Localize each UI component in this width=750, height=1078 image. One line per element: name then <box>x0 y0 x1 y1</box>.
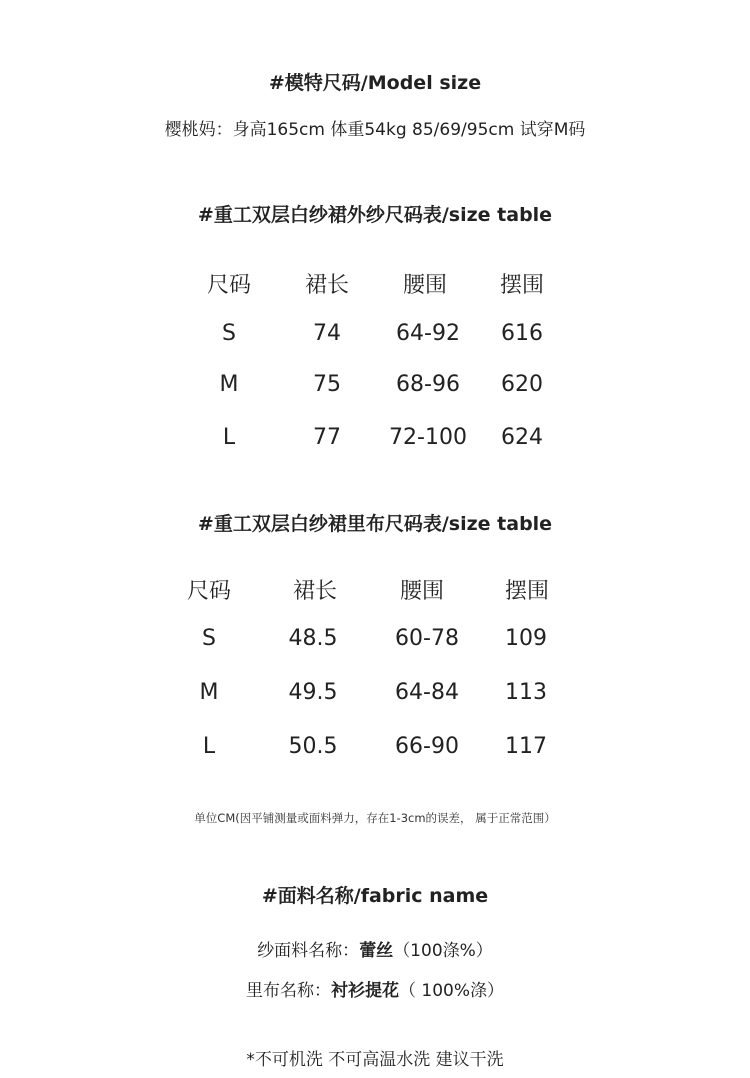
table-cell: 64-84 <box>395 680 459 705</box>
table-cell: 68-96 <box>396 372 460 397</box>
lining-fabric-label: 里布名称： <box>245 981 331 1001</box>
model-info: 樱桃妈：身高165cm 体重54kg 85/69/95cm 试穿M码 <box>164 120 586 140</box>
table-header: 裙长 <box>292 579 337 604</box>
table-cell: 72-100 <box>389 425 467 450</box>
outer-fabric-line <box>0 936 750 961</box>
table-cell: S <box>202 626 216 651</box>
table-cell: 60-78 <box>395 626 459 651</box>
lining-fabric-name: 衬衫提花 <box>330 981 399 1001</box>
table-cell: 48.5 <box>288 626 338 651</box>
model-size-title: #模特尺码/Model size <box>268 72 482 94</box>
table-header: 尺码 <box>186 579 231 604</box>
table-cell: M <box>199 680 219 705</box>
table-cell: 50.5 <box>288 734 338 759</box>
table-cell: 66-90 <box>395 734 459 759</box>
outer-size-table-title: #重工双层白纱裙外纱尺码表/size table <box>197 204 553 226</box>
lining-size-table-title: #重工双层白纱裙里布尺码表/size table <box>197 513 553 535</box>
outer-fabric-name: 蕾丝 <box>359 941 394 961</box>
table-cell: 49.5 <box>288 680 338 705</box>
table-cell: L <box>202 734 216 759</box>
table-cell: 624 <box>501 425 543 450</box>
table-cell: 74 <box>313 321 341 346</box>
table-header: 裙长 <box>304 273 349 298</box>
lining-fabric-composition: （ 100%涤） <box>398 981 504 1001</box>
table-header: 摆围 <box>499 273 544 298</box>
table-cell: L <box>222 425 236 450</box>
care-instructions: *不可机洗 不可高温水洗 建议干洗 <box>246 1050 504 1070</box>
table-cell: 75 <box>313 372 341 397</box>
table-header: 尺码 <box>206 273 251 298</box>
table-cell: 77 <box>313 425 341 450</box>
table-cell: 113 <box>505 680 547 705</box>
table-cell: 109 <box>505 626 547 651</box>
table-cell: 616 <box>501 321 543 346</box>
table-cell: 64-92 <box>396 321 460 346</box>
table-cell: 620 <box>501 372 543 397</box>
table-cell: 117 <box>505 734 547 759</box>
table-header: 腰围 <box>402 273 447 298</box>
measurement-note: 单位CM(因平铺测量或面料弹力，存在1-3cm的误差， 属于正常范围） <box>194 811 556 825</box>
fabric-name-title: #面料名称/fabric name <box>261 885 489 907</box>
outer-fabric-composition: （100涤%） <box>393 941 493 961</box>
table-cell: M <box>219 372 239 397</box>
lining-fabric-line <box>0 976 750 1001</box>
outer-fabric-label: 纱面料名称： <box>257 941 360 961</box>
table-header: 腰围 <box>399 579 444 604</box>
table-cell: S <box>222 321 236 346</box>
table-header: 摆围 <box>504 579 549 604</box>
